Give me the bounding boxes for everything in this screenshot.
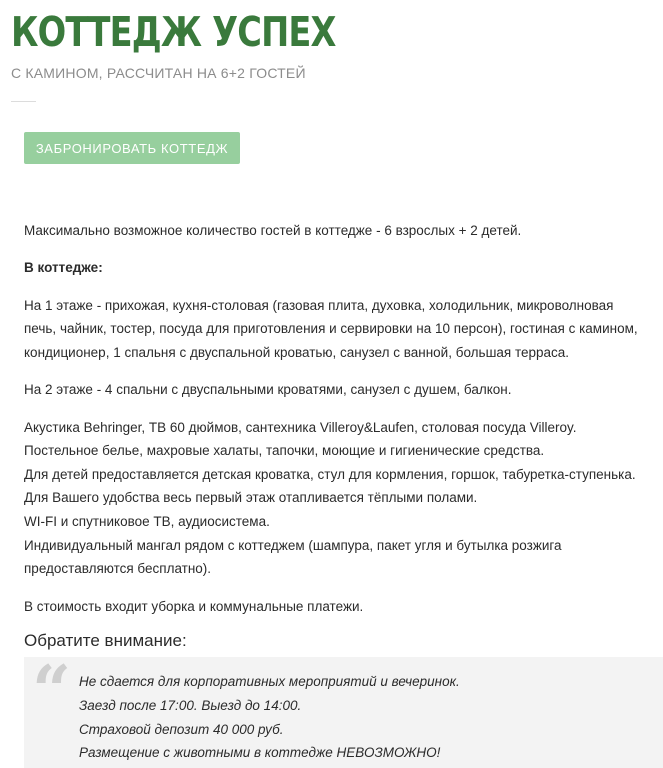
book-cottage-button[interactable]: ЗАБРОНИРОВАТЬ КОТТЕДЖ	[24, 132, 240, 164]
included-text: В стоимость входит уборка и коммунальные платежи.	[24, 599, 364, 614]
notice-line: Страховой депозит 40 000 руб.	[79, 722, 284, 737]
notice-line: Не сдается для корпоративных мероприятий и вечеринок.	[79, 674, 460, 689]
floor2-text: На 2 этаже - 4 спальни с двуспальными кроватями, санузел с душем, балкон.	[24, 382, 512, 397]
notice-line: Размещение с животными в коттедже НЕВОЗМОЖНО!	[79, 745, 441, 760]
floor1-line: печь, чайник, тостер, посуда для приготовления и сервировки на 10 персон), гостиная с камином,	[24, 321, 638, 336]
page-title: КОТТЕДЖ УСПЕХ	[11, 8, 336, 56]
in-cottage-heading: В коттедже:	[24, 260, 103, 275]
floor1-line: На 1 этаже - прихожая, кухня-столовая (газовая плита, духовка, холодильник, микроволновая	[24, 298, 614, 313]
amenities-line: предоставляются бесплатно).	[24, 561, 212, 576]
amenities-line: Для Вашего удобства весь первый этаж отапливается тёплыми полами.	[24, 490, 478, 505]
notice-heading: Обратите внимание:	[24, 631, 187, 650]
quote-icon: “	[32, 651, 72, 731]
amenities-line: Акустика Behringer, ТВ 60 дюймов, сантехника Villeroy&Laufen, столовая посуда Villeroy.	[24, 420, 577, 435]
title-divider	[11, 101, 36, 102]
notice-line: Заезд после 17:00. Выезд до 14:00.	[79, 698, 302, 713]
notice-blockquote	[24, 651, 663, 768]
amenities-line: Индивидуальный мангал рядом с коттеджем (шампура, пакет угля и бутылка розжига	[24, 538, 562, 553]
amenities-line: WI-FI и спутниковое ТВ, аудиосистема.	[24, 514, 270, 529]
page-subtitle: С КАМИНОМ, РАССЧИТАН НА 6+2 ГОСТЕЙ	[11, 65, 306, 81]
amenities-line: Для детей предоставляется детская кроватка, стул для кормления, горшок, табуретка-ступенька.	[24, 467, 636, 482]
floor1-line: кондиционер, 1 спальня с двуспальной кроватью, санузел с ванной, большая терраса.	[24, 345, 570, 360]
capacity-text: Максимально возможное количество гостей в коттедже - 6 взрослых + 2 детей.	[24, 223, 522, 238]
amenities-line: Постельное белье, махровые халаты, тапочки, моющие и гигиенические средства.	[24, 443, 545, 458]
